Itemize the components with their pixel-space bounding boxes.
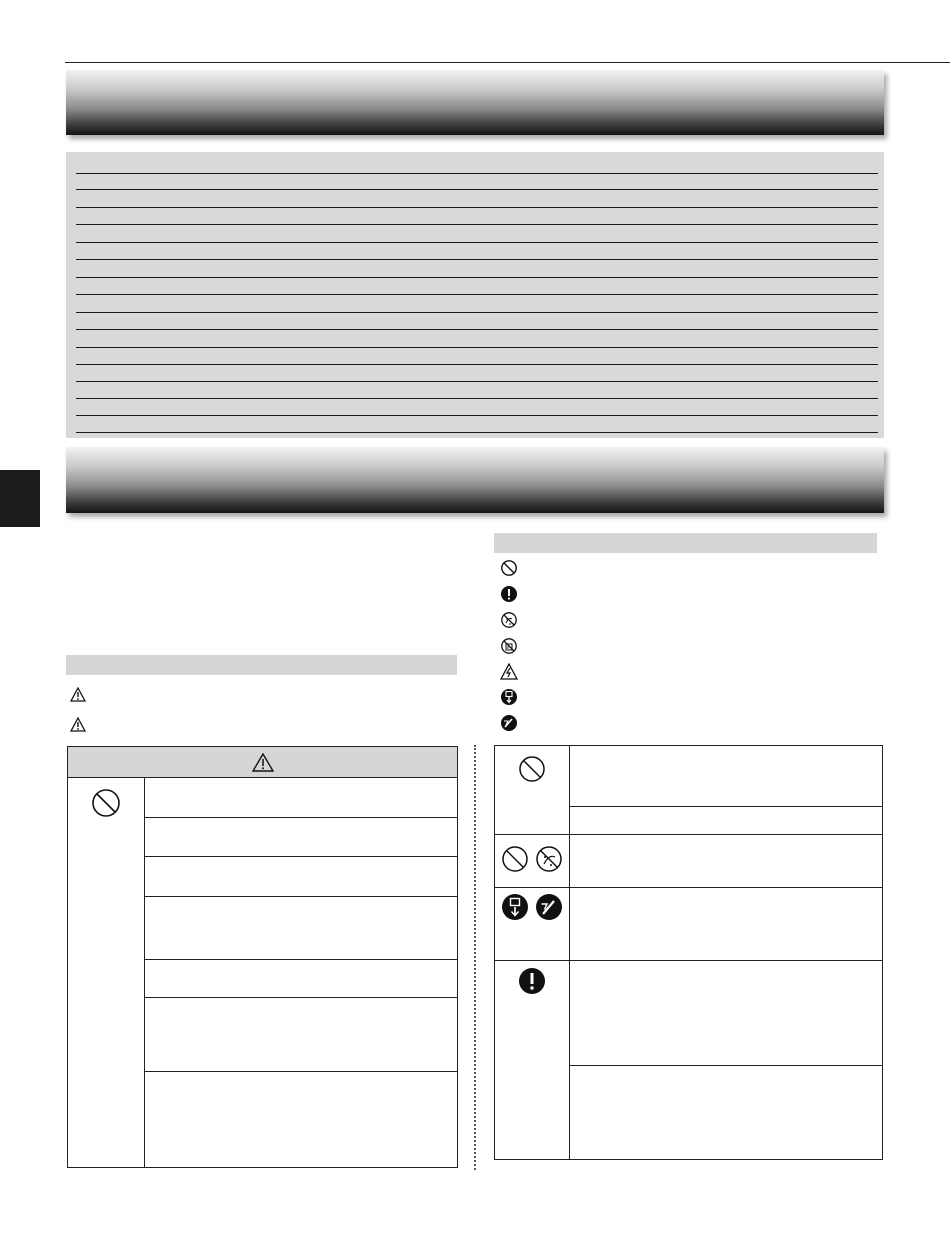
- legend-row: [500, 687, 880, 707]
- table-of-contents: [66, 152, 884, 438]
- warning-triangle-icon: [252, 753, 274, 772]
- toc-row: [76, 432, 878, 433]
- toc-row: [76, 381, 878, 382]
- warning-row: [145, 857, 458, 897]
- toc-row: [76, 277, 878, 278]
- warning-row: [145, 778, 458, 818]
- unplug-icon: [500, 688, 518, 706]
- toc-row: [76, 415, 878, 416]
- safety-icon-cell: [495, 888, 570, 961]
- toc-row: [76, 364, 878, 365]
- toc-row: [76, 242, 878, 243]
- safety-table: [494, 745, 883, 1160]
- do-not-wet-icon: [500, 611, 518, 629]
- legend-row: [500, 610, 880, 630]
- mandatory-icon: [518, 967, 546, 995]
- legend-row: [500, 662, 880, 682]
- safety-icon-cell: [495, 835, 570, 888]
- warning-row: [145, 998, 458, 1072]
- warning-triangle-icon: [70, 687, 86, 702]
- unplug-icon: [501, 893, 529, 921]
- safety-row: [570, 746, 883, 807]
- mandatory-icon: [500, 585, 518, 603]
- do-not-touch-wet-hands-icon: [500, 637, 518, 655]
- warning-table-header: [68, 747, 458, 778]
- legend-row: [500, 713, 880, 733]
- toc-row: [76, 189, 878, 190]
- section-banner-safety: [66, 447, 884, 513]
- safety-row: [570, 961, 883, 1066]
- toc-row: [76, 294, 878, 295]
- toc-row: [76, 207, 878, 208]
- warning-table: [67, 746, 458, 1168]
- prohibited-icon: [91, 788, 121, 818]
- legend-bar: [494, 533, 877, 553]
- safety-row: [570, 807, 883, 835]
- column-separator: [474, 745, 476, 1170]
- toc-row: [76, 347, 878, 348]
- toc-row: [76, 224, 878, 225]
- toc-row: [76, 312, 878, 313]
- toc-row: [76, 329, 878, 330]
- warning-row: [145, 1072, 458, 1168]
- safety-row: [570, 1066, 883, 1160]
- safety-icon-cell: [495, 746, 570, 835]
- warning-row: [145, 818, 458, 857]
- toc-row: [76, 259, 878, 260]
- do-not-wet-icon: [535, 845, 563, 873]
- notice-row: [70, 714, 450, 734]
- warning-row: [145, 960, 458, 998]
- warning-row: [145, 897, 458, 960]
- electric-shock-icon: [500, 663, 518, 681]
- notice-bar: [66, 655, 457, 675]
- safety-row: [570, 835, 883, 888]
- chapter-tab: [0, 470, 40, 527]
- legend-row: [500, 584, 880, 604]
- section-banner-contents: [66, 70, 884, 135]
- legend-row: [500, 636, 880, 656]
- header-rule: [65, 62, 950, 63]
- safety-icon-cell: [495, 961, 570, 1160]
- notice-row: [70, 684, 450, 704]
- toc-row: [76, 173, 878, 174]
- ground-icon: [535, 893, 563, 921]
- prohibited-icon: [500, 559, 518, 577]
- ground-icon: [500, 714, 518, 732]
- warning-icon-cell: [68, 778, 145, 1168]
- legend-row: [500, 558, 880, 578]
- toc-row: [76, 398, 878, 399]
- prohibited-icon: [518, 755, 546, 783]
- warning-triangle-icon: [70, 717, 86, 732]
- safety-row: [570, 888, 883, 961]
- prohibited-icon: [501, 845, 529, 873]
